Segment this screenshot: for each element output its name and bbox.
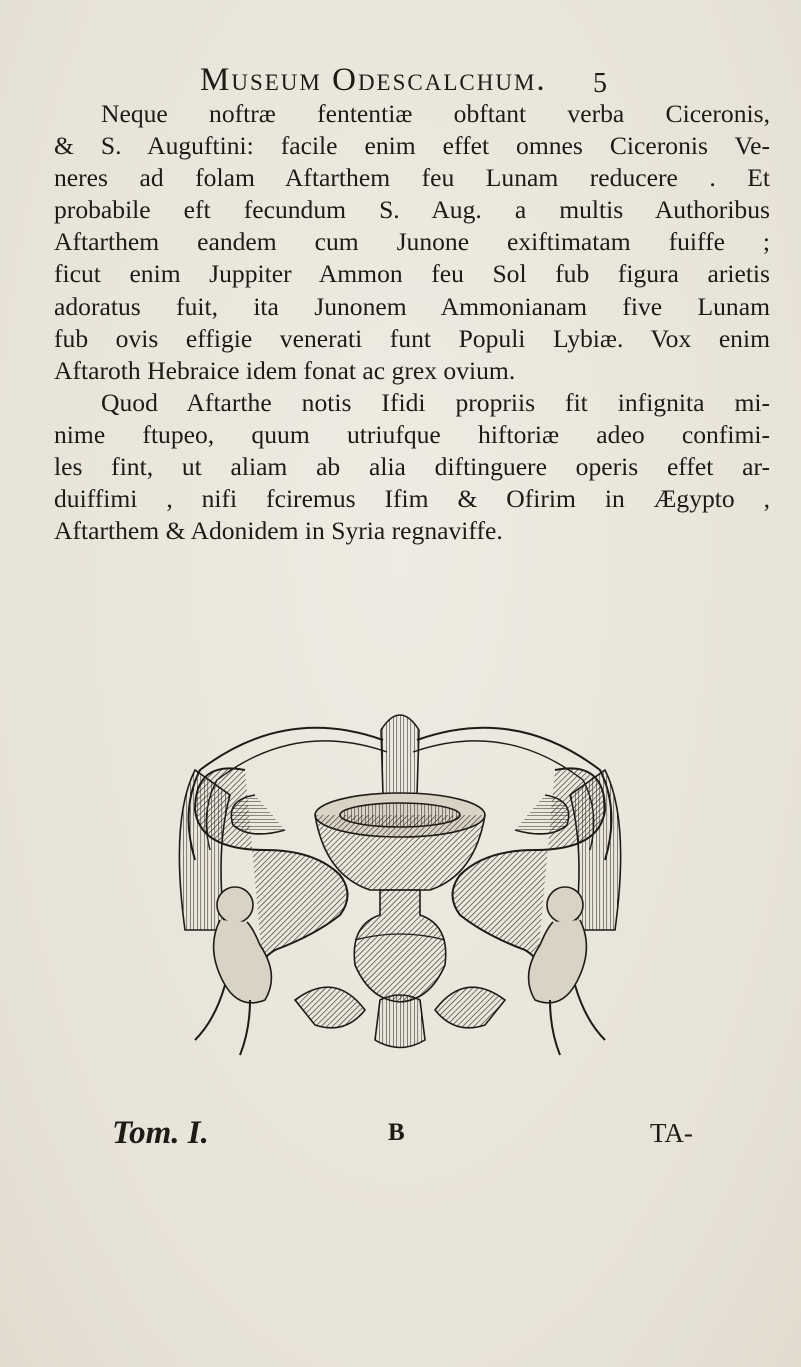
text-line: nime ftupeo, quum utriufque hiftoriæ adeo confimi- <box>54 419 770 449</box>
text-line: & S. Auguftini: facile enim effet omnes Ciceronis Ve- <box>54 131 770 161</box>
text-line: Quod Aftarthe notis Ifidi propriis fit infignita mi- <box>101 387 770 417</box>
text-line: adoratus fuit, ita Junonem Ammonianam five Lunam <box>54 291 770 321</box>
volume-signature: Tom. I. <box>112 1115 209 1151</box>
text-line: Aftaroth Hebraice idem fonat ac grex ovium. <box>54 355 516 385</box>
running-head-museum: Museum <box>200 62 322 98</box>
signature-mark: B <box>388 1119 405 1146</box>
text-line: Neque noftræ fententiæ obftant verba Ciceronis, <box>101 99 770 128</box>
text-line: duiffimi , nifi fciremus Ifim & Ofirim in Ægypto , <box>54 484 770 514</box>
page-number: 5 <box>593 68 607 99</box>
text-line: fub ovis effigie venerati funt Populi Lybiæ. Vox enim <box>54 323 770 353</box>
text-line: neres ad folam Aftarthem feu Lunam reducere . Et <box>54 163 770 193</box>
text-block <box>54 98 770 547</box>
text-line: Aftarthem eandem cum Junone exiftimatam fuiffe ; <box>54 227 770 257</box>
catchword: TA- <box>650 1118 693 1148</box>
text-line: probabile eft fecundum S. Aug. a multis Authoribus <box>54 195 770 225</box>
fountain-ornament-icon <box>155 700 645 1070</box>
text-line: ficut enim Juppiter Ammon feu Sol fub figura arietis <box>54 259 770 289</box>
running-head-odescalchum: Odescalchum. <box>332 62 547 98</box>
text-line: les fint, ut aliam ab alia diftinguere operis effet ar- <box>54 452 770 482</box>
running-head <box>200 60 630 100</box>
text-line: Aftarthem & Adonidem in Syria regnaviffe. <box>54 516 503 546</box>
